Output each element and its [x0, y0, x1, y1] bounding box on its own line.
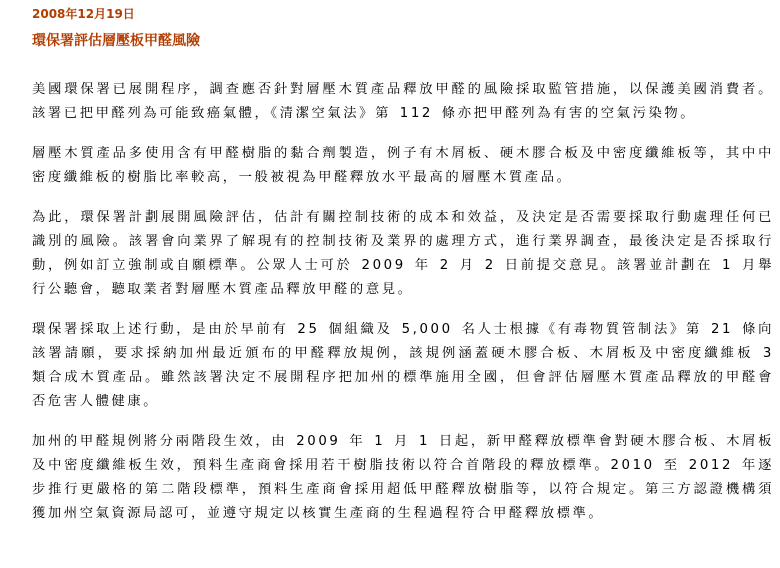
article-paragraph: 美國環保署已展開程序，調查應否針對層壓木質產品釋放甲醛的風險採取監管措施，以保護美國消費者。該署已把甲醛列為可能致癌氣體，《清潔空氣法》第 112 條亦把甲醛列為有害的空氣污染物。	[32, 82, 774, 121]
article-body	[32, 78, 774, 542]
article-paragraph: 層壓木質產品多使用含有甲醛樹脂的黏合劑製造，例子有木屑板、硬木膠合板及中密度纖維板等，其中中密度纖維板的樹脂比率較高，一般被視為甲醛釋放水平最高的層壓木質產品。	[32, 146, 774, 185]
article-title: 環保署評估層壓板甲醛風險	[32, 33, 200, 49]
article-paragraph: 加州的甲醛規例將分兩階段生效，由 2009 年 1 月 1 日起，新甲醛釋放標準會對硬木膠合板、木屑板及中密度纖維板生效，預料生產商會採用若干樹脂技術以符合首階段的釋放標準。2010 至 2012 年逐步推行更嚴格的第二階段標準，預料生產商會採用超低甲醛釋放樹脂等，以符合規定。第三方認證機構須獲加州空氣資源局認可，並遵守規定以核實生產商的生程過程符合甲醛釋放標準。	[32, 434, 774, 521]
article-date: 2008年12月19日	[32, 7, 135, 21]
article-paragraph: 為此，環保署計劃展開風險評估，估計有關控制技術的成本和效益，及決定是否需要採取行動處理任何已識別的風險。該署會向業界了解現有的控制技術及業界的處理方式，進行業界調查，最後決定是否採取行動，例如訂立強制或自願標準。公眾人士可於 2009 年 2 月 2 日前提交意見。該署並計劃在 1 月舉行公聽會，聽取業者對層壓木質產品釋放甲醛的意見。	[32, 210, 774, 297]
article-paragraph: 環保署採取上述行動，是由於早前有 25 個組織及 5,000 名人士根據《有毒物質管制法》第 21 條向該署請願，要求採納加州最近頒布的甲醛釋放規例，該規例涵蓋硬木膠合板、木屑板及中密度纖維板 3 類合成木質產品。雖然該署決定不展開程序把加州的標準施用全國，但會評估層壓木質產品釋放的甲醛會否危害人體健康。	[32, 322, 774, 409]
